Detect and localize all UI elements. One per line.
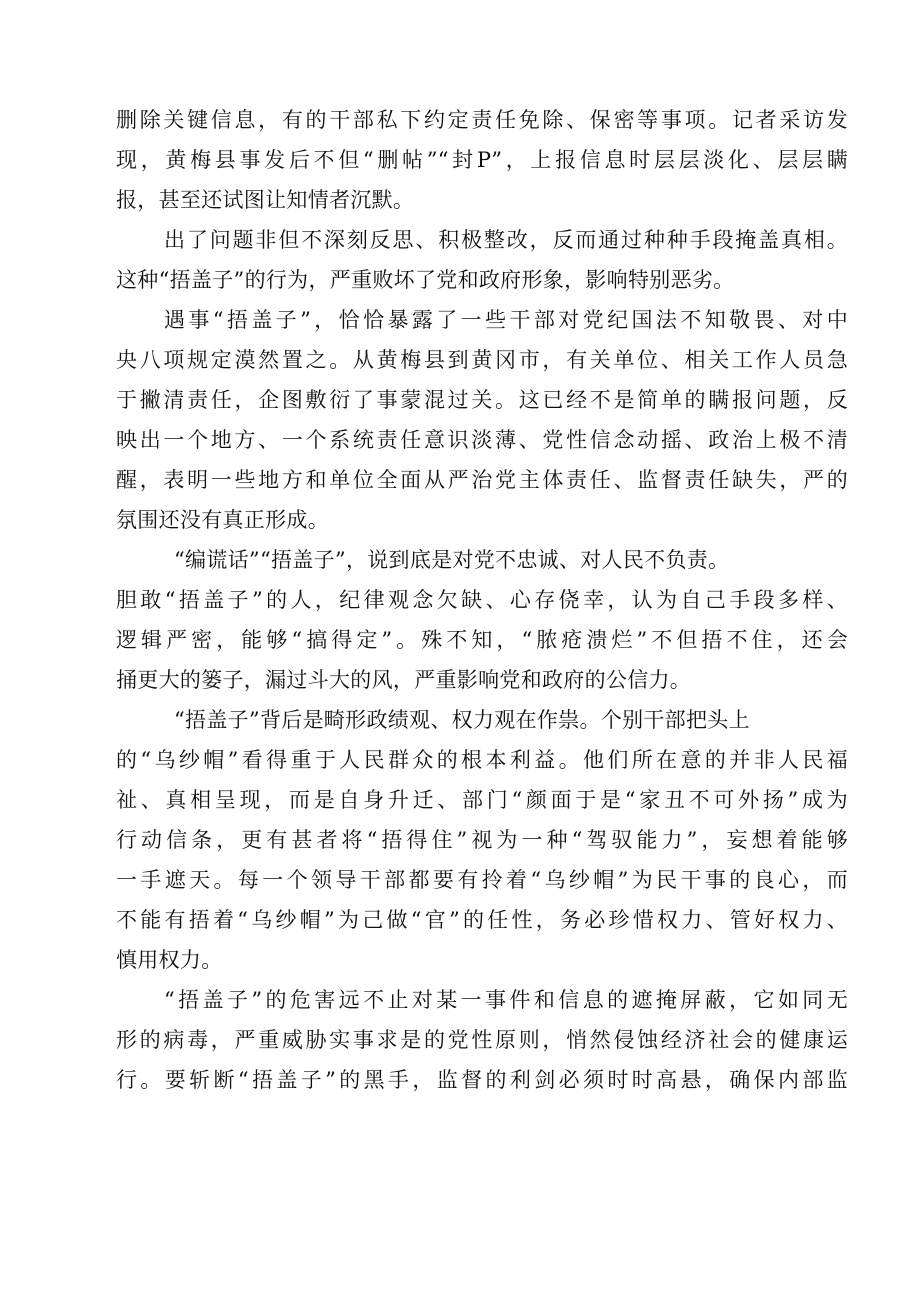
text-line: 祉、真相呈现，而是自身升迁、部门“颜面于是“家丑不可外扬”成为 xyxy=(116,788,848,812)
text-line: “捂盖子”的危害远不止对某一事件和信息的遮掩屏蔽，它如同无 xyxy=(164,988,848,1012)
text-line: 胆敢“捂盖子”的人，纪律观念欠缺、心存侥幸，认为自己手段多样、 xyxy=(116,588,848,612)
paragraph xyxy=(116,100,848,220)
text-line: 一手遮天。每一个领导干部都要有拎着“乌纱帽”为民干事的良心，而 xyxy=(116,868,848,892)
text-line: 不能有捂着“乌纱帽”为己做“官”的任性，务必珍惜权力、管好权力、 xyxy=(116,908,848,932)
text-line: 行。要斩断“捂盖子”的黑手，监督的利剑必须时时高悬，确保内部监 xyxy=(116,1068,848,1092)
paragraph xyxy=(116,980,848,1100)
paragraph xyxy=(116,220,848,300)
article-body xyxy=(116,100,848,1100)
text-line: 的“乌纱帽”看得重于人民群众的根本利益。他们所在意的并非人民福 xyxy=(116,748,848,772)
text-line: 现，黄梅县事发后不但“删帖”“封P”，上报信息时层层淡化、层层瞒 xyxy=(116,148,848,172)
text-line: 这种“捂盖子”的行为，严重败坏了党和政府形象，影响特别恶劣。 xyxy=(116,268,735,292)
text-line: 逻辑严密，能够“搞得定”。殊不知，“脓疮溃烂”不但捂不住，还会 xyxy=(116,628,848,652)
paragraph xyxy=(116,700,848,980)
text-line: 删除关键信息，有的干部私下约定责任免除、保密等事项。记者采访发 xyxy=(116,108,848,132)
text-line: 出了问题非但不深刻反思、积极整改，反而通过种种手段掩盖真相。 xyxy=(164,228,848,252)
text-line: 捅更大的篓子，漏过斗大的风，严重影响党和政府的公信力。 xyxy=(116,668,692,692)
text-line: 遇事“捂盖子”，恰恰暴露了一些干部对党纪国法不知敬畏、对中 xyxy=(164,308,848,332)
text-line: “捂盖子”背后是畸形政绩观、权力观在作祟。个别干部把头上 xyxy=(174,708,750,732)
text-line: 行动信条，更有甚者将“捂得住”视为一种“驾驭能力”，妄想着能够 xyxy=(116,828,848,852)
text-line: 央八项规定漠然置之。从黄梅县到黄冈市，有关单位、相关工作人员急 xyxy=(116,348,848,372)
text-line: “编谎话”“捂盖子”，说到底是对党不忠诚、对人民不负责。 xyxy=(174,548,730,572)
paragraph xyxy=(116,300,848,540)
paragraph xyxy=(116,540,848,700)
text-line: 报，甚至还试图让知情者沉默。 xyxy=(116,188,415,212)
text-line: 形的病毒，严重威胁实事求是的党性原则，悄然侵蚀经济社会的健康运 xyxy=(116,1028,848,1052)
text-line: 慎用权力。 xyxy=(116,948,223,972)
text-line: 氛围还没有真正形成。 xyxy=(116,508,329,532)
text-line: 于撇清责任，企图敷衍了事蒙混过关。这已经不是简单的瞒报问题，反 xyxy=(116,388,848,412)
text-line: 映出一个地方、一个系统责任意识淡薄、党性信念动摇、政治上极不清 xyxy=(116,428,848,452)
text-line: 醒，表明一些地方和单位全面从严治党主体责任、监督责任缺失，严的 xyxy=(116,468,848,492)
